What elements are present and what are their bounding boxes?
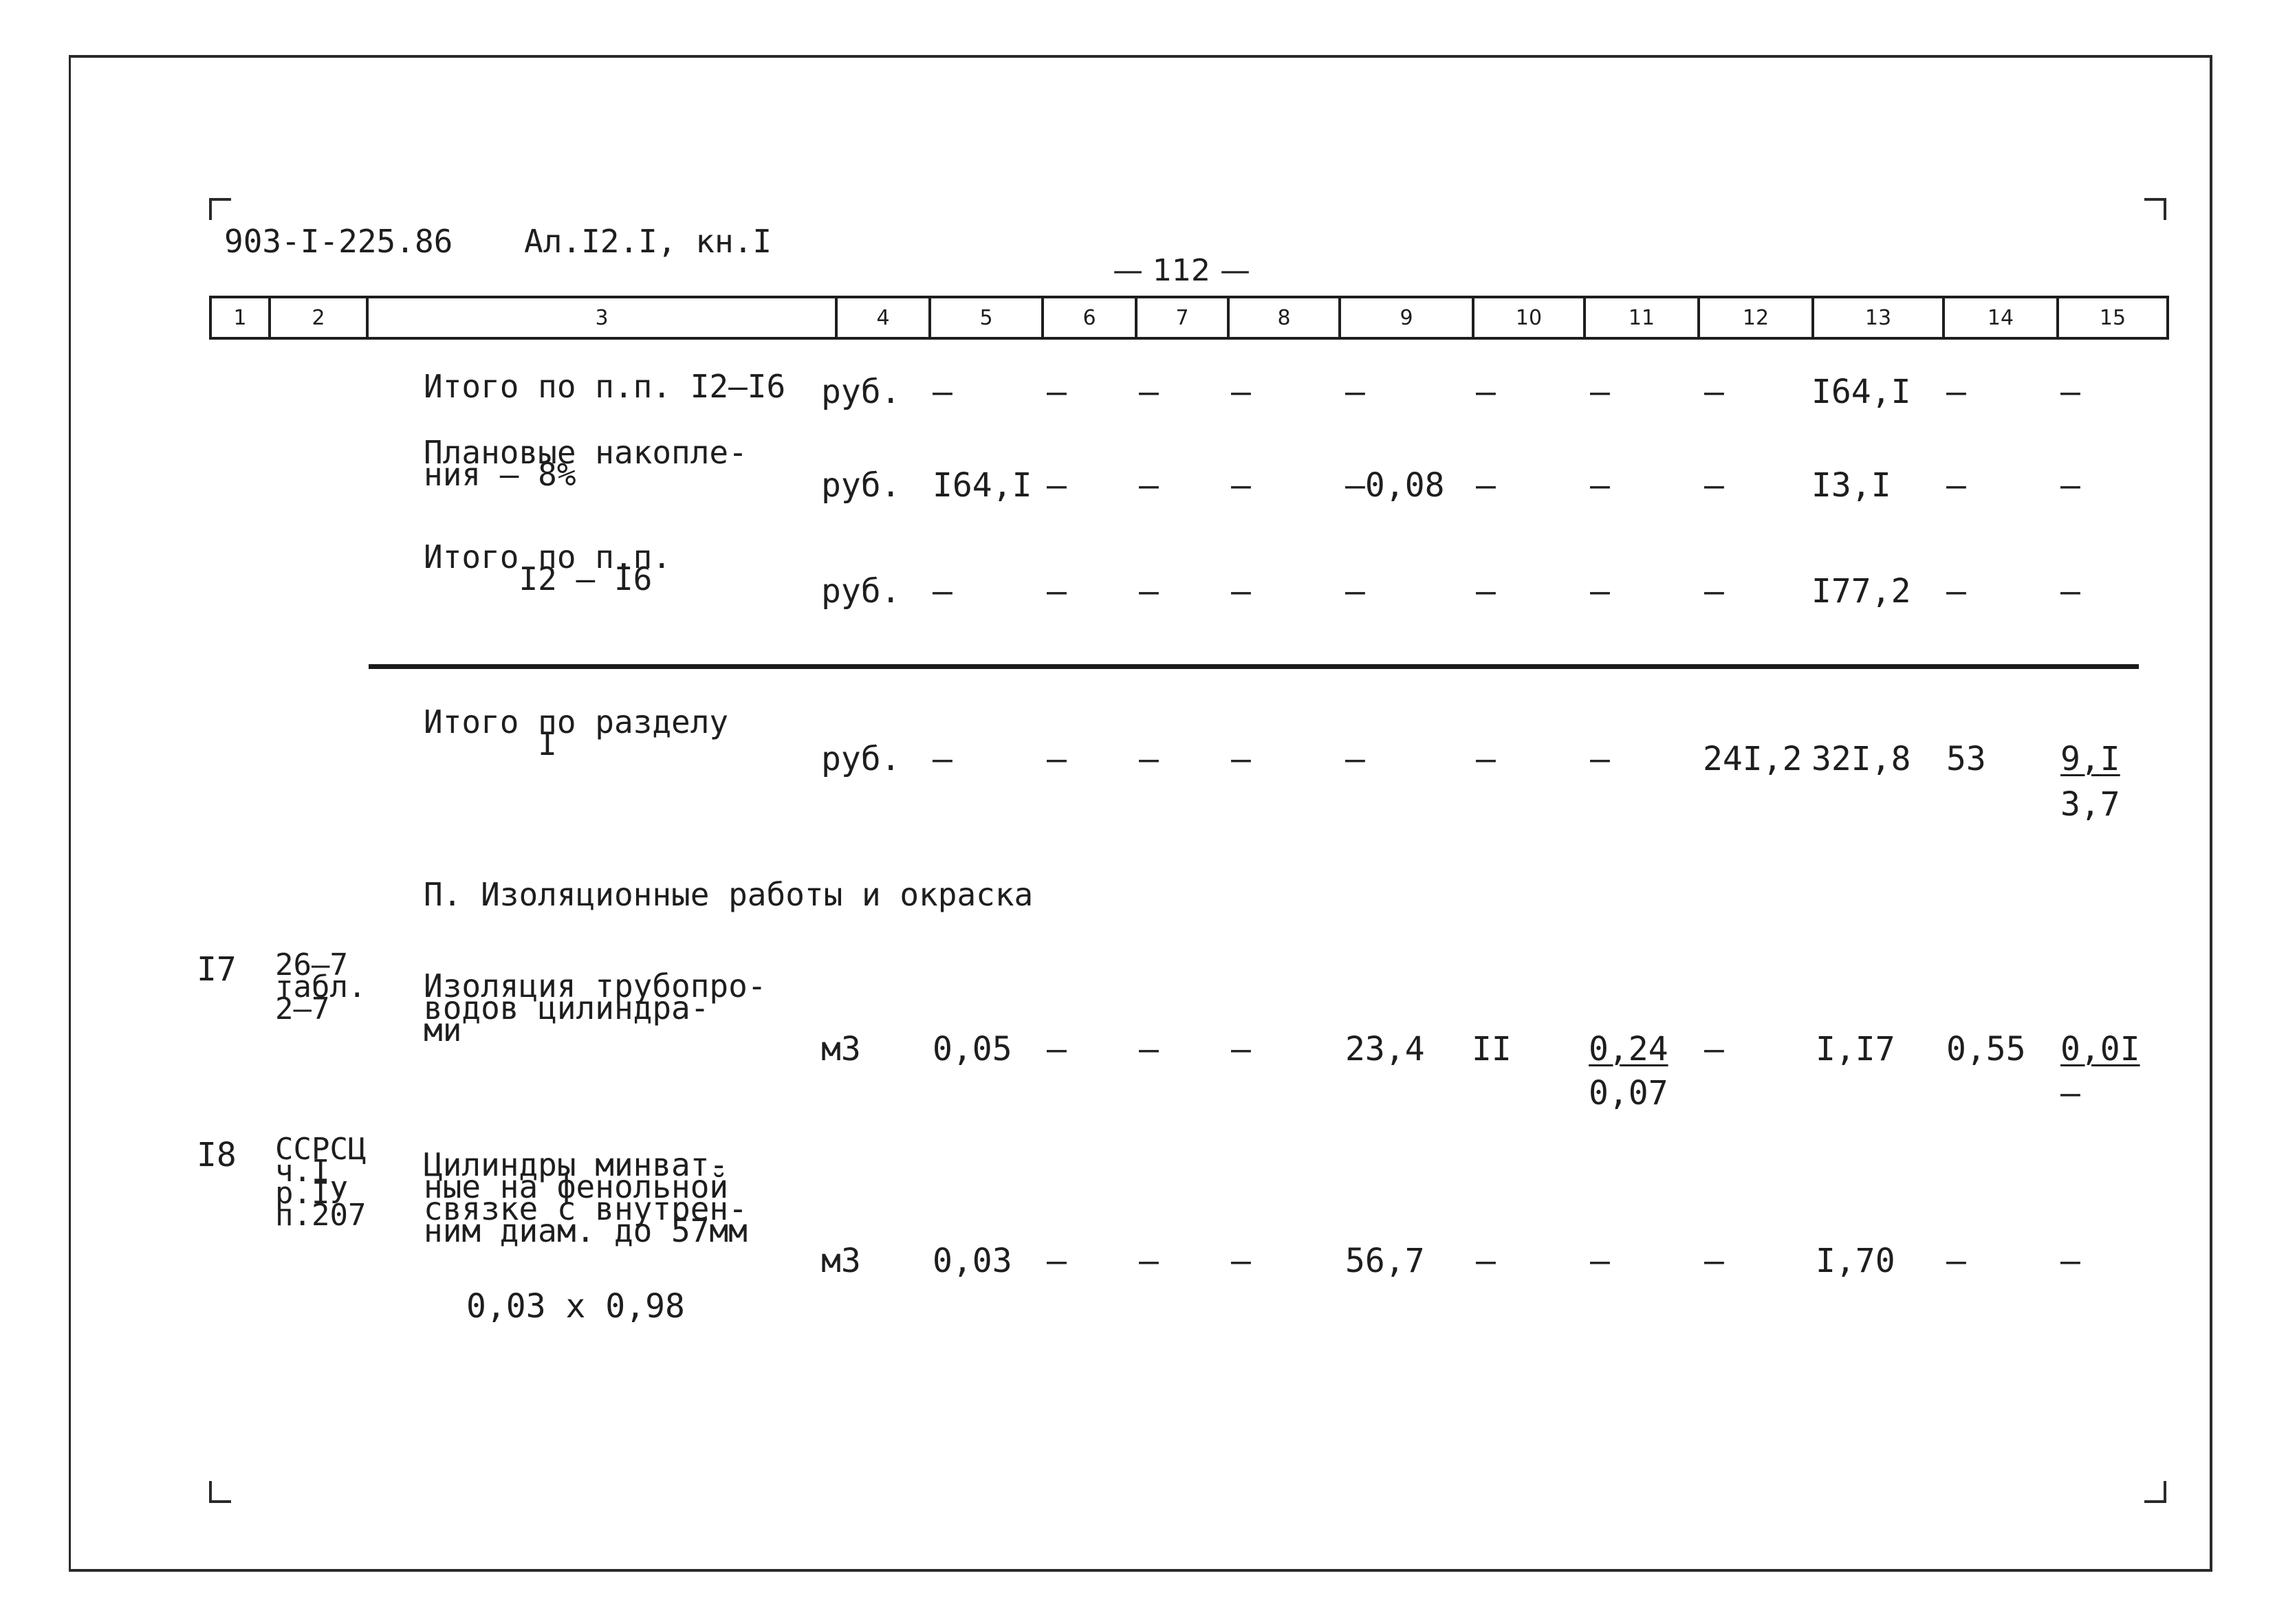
- cell-col5: –: [933, 572, 953, 611]
- cell-col13: I,I7: [1816, 1030, 1895, 1068]
- section-divider: [369, 664, 2139, 669]
- column-header-6: 6: [1044, 298, 1138, 337]
- cell-col12: –: [1704, 572, 1724, 611]
- cell-col6: –: [1047, 740, 1067, 778]
- cell-col15: –: [2060, 572, 2080, 611]
- cell-col12: –: [1704, 1030, 1724, 1068]
- cell-col8: –: [1231, 572, 1251, 611]
- row-description: Итого по п.п. I2 – I6: [424, 538, 672, 597]
- row-norm-code: 26–7 табл. 2–7: [275, 947, 367, 1027]
- column-header-2: 2: [271, 298, 369, 337]
- column-number-header: [209, 296, 2169, 340]
- cell-col7: –: [1139, 1242, 1159, 1280]
- row-description: Итого по п.п. I2–I6: [424, 368, 786, 405]
- cell-col14: –: [1946, 572, 1966, 611]
- corner-mark-bottom-right: [2144, 1481, 2166, 1503]
- row-number: I7: [197, 950, 237, 989]
- column-header-12: 12: [1700, 298, 1814, 337]
- row-unit: м3: [821, 1242, 861, 1280]
- cell-col7: –: [1139, 572, 1159, 611]
- cell-col12: –: [1704, 466, 1724, 505]
- cell-col6: –: [1047, 1242, 1067, 1280]
- row-calculation: 0,03 х 0,98: [466, 1287, 685, 1326]
- cell-col12: –: [1704, 373, 1724, 411]
- column-header-1: 1: [212, 298, 271, 337]
- cell-col11: –: [1590, 466, 1610, 505]
- row-description: Изоляция трубопро- водов цилиндра- ми: [424, 967, 767, 1049]
- cell-col8: –: [1231, 373, 1251, 411]
- cell-col13: I77,2: [1811, 572, 1911, 611]
- column-header-13: 13: [1814, 298, 1945, 337]
- cell-col7: –: [1139, 740, 1159, 778]
- cell-col8: –: [1231, 1242, 1251, 1280]
- cell-col13: 32I,8: [1811, 740, 1911, 778]
- cell-col15-numerator: 0,0I: [2060, 1030, 2140, 1068]
- row-number: I8: [197, 1136, 237, 1174]
- cell-col7: –: [1139, 373, 1159, 411]
- cell-col10: II: [1472, 1030, 1512, 1068]
- row-unit: м3: [821, 1030, 861, 1068]
- cell-col5: –: [933, 740, 953, 778]
- cell-col6: –: [1047, 373, 1067, 411]
- row-unit: руб.: [821, 572, 901, 611]
- row-unit: руб.: [821, 740, 901, 778]
- cell-col6: –: [1047, 466, 1067, 505]
- column-header-7: 7: [1138, 298, 1230, 337]
- cell-col9: –0,08: [1345, 466, 1445, 505]
- row-unit: руб.: [821, 373, 901, 411]
- column-header-4: 4: [838, 298, 931, 337]
- cell-col5: –: [933, 373, 953, 411]
- column-header-3: 3: [369, 298, 838, 337]
- cell-col10: –: [1476, 572, 1496, 611]
- corner-mark-top-right: [2144, 198, 2166, 220]
- row-norm-code: ССРСЦ ч.I р.IУ п.207: [275, 1132, 367, 1233]
- cell-col5: I64,I: [933, 466, 1032, 505]
- section-title: П. Изоляционные работы и окраска: [424, 876, 1034, 913]
- corner-mark-bottom-left: [209, 1481, 231, 1503]
- cell-col11: –: [1590, 740, 1610, 778]
- cell-col13: I3,I: [1811, 466, 1891, 505]
- cell-col5: 0,03: [933, 1242, 1012, 1280]
- row-description: Плановые накопле- ния – 8%: [424, 434, 748, 493]
- cell-col10: –: [1476, 373, 1496, 411]
- page-number: — 112 —: [1113, 253, 1250, 288]
- cell-col11: –: [1590, 373, 1610, 411]
- cell-col7: –: [1139, 466, 1159, 505]
- cell-col11-denominator: 0,07: [1589, 1074, 1668, 1112]
- column-header-15: 15: [2099, 305, 2126, 330]
- column-header-11: 11: [1586, 298, 1700, 337]
- cell-col5: 0,05: [933, 1030, 1012, 1068]
- cell-col8: –: [1231, 466, 1251, 505]
- cell-col10: –: [1476, 740, 1496, 778]
- cell-col15-denominator: 3,7: [2060, 785, 2120, 824]
- column-header-14: 14: [1945, 298, 2059, 337]
- row-description: Цилиндры минват- ные на фенольной связке с внутрен- ним диам. до 57мм: [424, 1146, 748, 1249]
- album-reference: Ал.I2.I, кн.I: [524, 223, 772, 260]
- cell-col12: –: [1704, 1242, 1724, 1280]
- cell-col9: –: [1345, 740, 1365, 778]
- document-code: 903-I-225.86: [224, 223, 453, 260]
- row-description: Итого по разделу I: [424, 703, 729, 762]
- cell-col14: –: [1946, 1242, 1966, 1280]
- cell-col14: –: [1946, 466, 1966, 505]
- cell-col15-numerator: 9,I: [2060, 740, 2120, 778]
- cell-col12: 24I,2: [1703, 740, 1803, 778]
- cell-col11-numerator: 0,24: [1589, 1030, 1668, 1068]
- cell-col6: –: [1047, 1030, 1067, 1068]
- cell-col8: –: [1231, 1030, 1251, 1068]
- cell-col13: I,70: [1816, 1242, 1895, 1280]
- column-header-9: 9: [1341, 298, 1474, 337]
- cell-col10: –: [1476, 1242, 1496, 1280]
- cell-col15: –: [2060, 466, 2080, 505]
- cell-col9: –: [1345, 572, 1365, 611]
- cell-col9: 23,4: [1345, 1030, 1425, 1068]
- cell-col14: 0,55: [1946, 1030, 2026, 1068]
- corner-mark-top-left: [209, 198, 231, 220]
- cell-col7: –: [1139, 1030, 1159, 1068]
- cell-col9: –: [1345, 373, 1365, 411]
- cell-col11: –: [1590, 1242, 1610, 1280]
- cell-col15: –: [2060, 373, 2080, 411]
- row-unit: руб.: [821, 466, 901, 505]
- column-header-5: 5: [931, 298, 1044, 337]
- cell-col11: –: [1590, 572, 1610, 611]
- column-header-8: 8: [1230, 298, 1341, 337]
- cell-col14: 53: [1946, 740, 1986, 778]
- cell-col13: I64,I: [1811, 373, 1911, 411]
- column-header-10: 10: [1474, 298, 1586, 337]
- cell-col15-denominator: –: [2060, 1074, 2080, 1112]
- cell-col9: 56,7: [1345, 1242, 1425, 1280]
- cell-col6: –: [1047, 572, 1067, 611]
- cell-col15: –: [2060, 1242, 2080, 1280]
- cell-col14: –: [1946, 373, 1966, 411]
- cell-col8: –: [1231, 740, 1251, 778]
- cell-col10: –: [1476, 466, 1496, 505]
